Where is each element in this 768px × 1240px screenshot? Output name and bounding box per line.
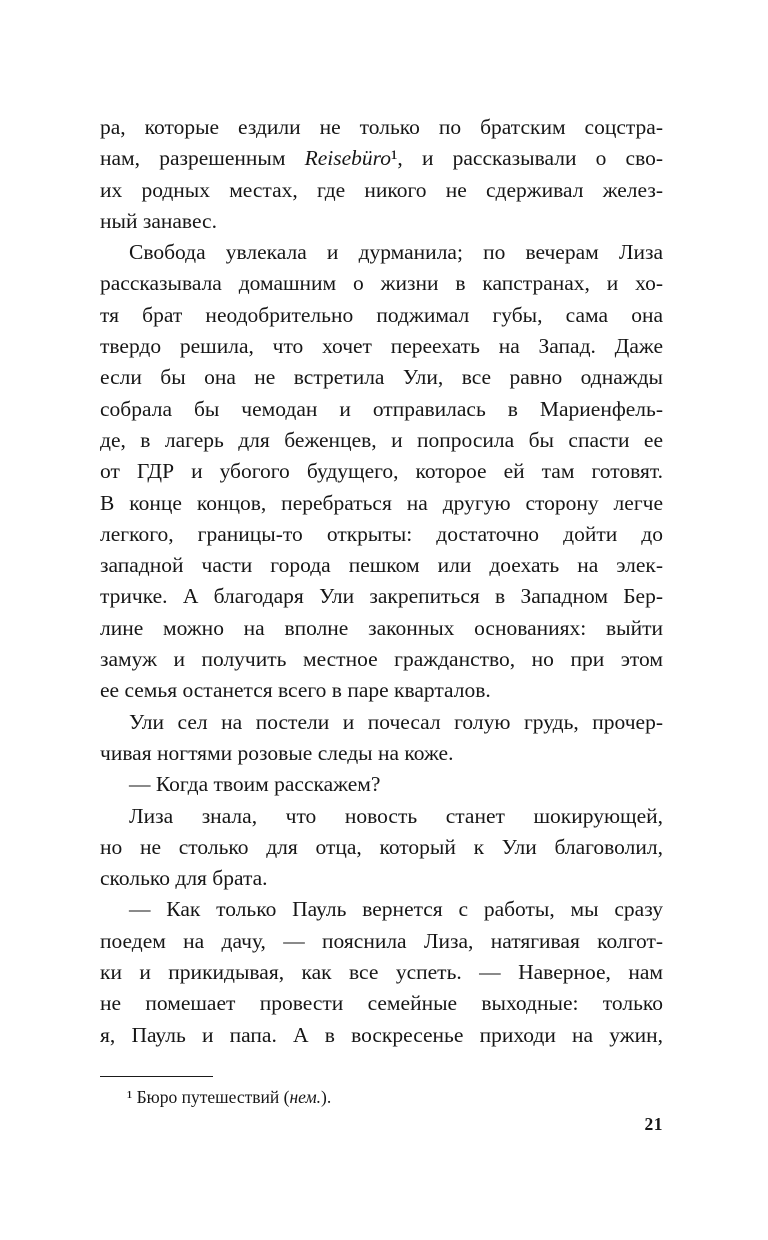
text-line: сколько для брата. bbox=[100, 866, 268, 891]
text-line: Лиза знала, что новость станет шокирующей, bbox=[129, 803, 663, 828]
page-number: 21 bbox=[644, 1114, 663, 1134]
text-line: если бы она не встретила Ули, все равно однажды bbox=[100, 365, 663, 390]
text-line: В конце концов, перебраться на другую сторону легче bbox=[100, 490, 663, 515]
text-line: нам, разрешенным Reisebüro¹, и рассказывали о сво- bbox=[100, 146, 663, 171]
paragraph bbox=[100, 237, 663, 706]
text-line: — Когда твоим расскажем? bbox=[129, 772, 381, 797]
footnote-text: ¹ Бюро путешествий (нем.). bbox=[127, 1087, 332, 1107]
text-line: поедем на дачу, — пояснила Лиза, натягивая колгот- bbox=[100, 928, 663, 953]
text-line: их родных местах, где никого не сдерживал желез- bbox=[100, 177, 663, 202]
text-line: западной части города пешком или доехать на элек- bbox=[100, 553, 663, 578]
paragraph bbox=[100, 801, 663, 895]
text-line: не помешает провести семейные выходные: только bbox=[100, 991, 663, 1016]
paragraph bbox=[100, 769, 663, 800]
text-line: ный занавес. bbox=[100, 208, 217, 233]
paragraph bbox=[100, 894, 663, 1050]
text-line: ра, которые ездили не только по братским соцстра- bbox=[100, 115, 663, 139]
text-line: — Как только Пауль вернется с работы, мы сразу bbox=[129, 897, 663, 922]
text-line: я, Пауль и папа. А в воскресенье приходи на ужин, bbox=[100, 1022, 663, 1047]
text-line: твердо решила, что хочет переехать на Запад. Даже bbox=[100, 334, 663, 359]
page-text bbox=[100, 112, 663, 1051]
text-line: тя брат неодобрительно поджимал губы, сама она bbox=[100, 302, 663, 327]
text-line: собрала бы чемодан и отправилась в Мариенфель- bbox=[100, 396, 663, 421]
text-line: лине можно на вполне законных основаниях: выйти bbox=[100, 615, 663, 640]
text-line: но не столько для отца, который к Ули благоволил, bbox=[100, 834, 663, 859]
text-line: Свобода увлекала и дурманила; по вечерам Лиза bbox=[129, 240, 663, 265]
paragraph bbox=[100, 112, 663, 237]
text-line: рассказывала домашним о жизни в капстранах, и хо- bbox=[100, 271, 663, 296]
text-line: замуж и получить местное гражданство, но при этом bbox=[100, 647, 663, 672]
text-line: тричке. А благодаря Ули закрепиться в Западном Бер- bbox=[100, 584, 663, 609]
text-line: чивая ногтями розовые следы на коже. bbox=[100, 740, 454, 765]
footnote-separator bbox=[100, 1076, 213, 1077]
text-line: де, в лагерь для беженцев, и попросила бы спасти ее bbox=[100, 427, 663, 452]
text-line: ее семья останется всего в паре кварталов. bbox=[100, 678, 491, 703]
paragraph bbox=[100, 707, 663, 770]
text-line: от ГДР и убогого будущего, которое ей там готовят. bbox=[100, 459, 663, 484]
text-line: ки и прикидывая, как все успеть. — Наверное, нам bbox=[100, 960, 663, 985]
text-line: Ули сел на постели и почесал голую грудь, прочер- bbox=[129, 709, 663, 734]
text-line: легкого, границы-то открыты: достаточно дойти до bbox=[100, 521, 663, 546]
